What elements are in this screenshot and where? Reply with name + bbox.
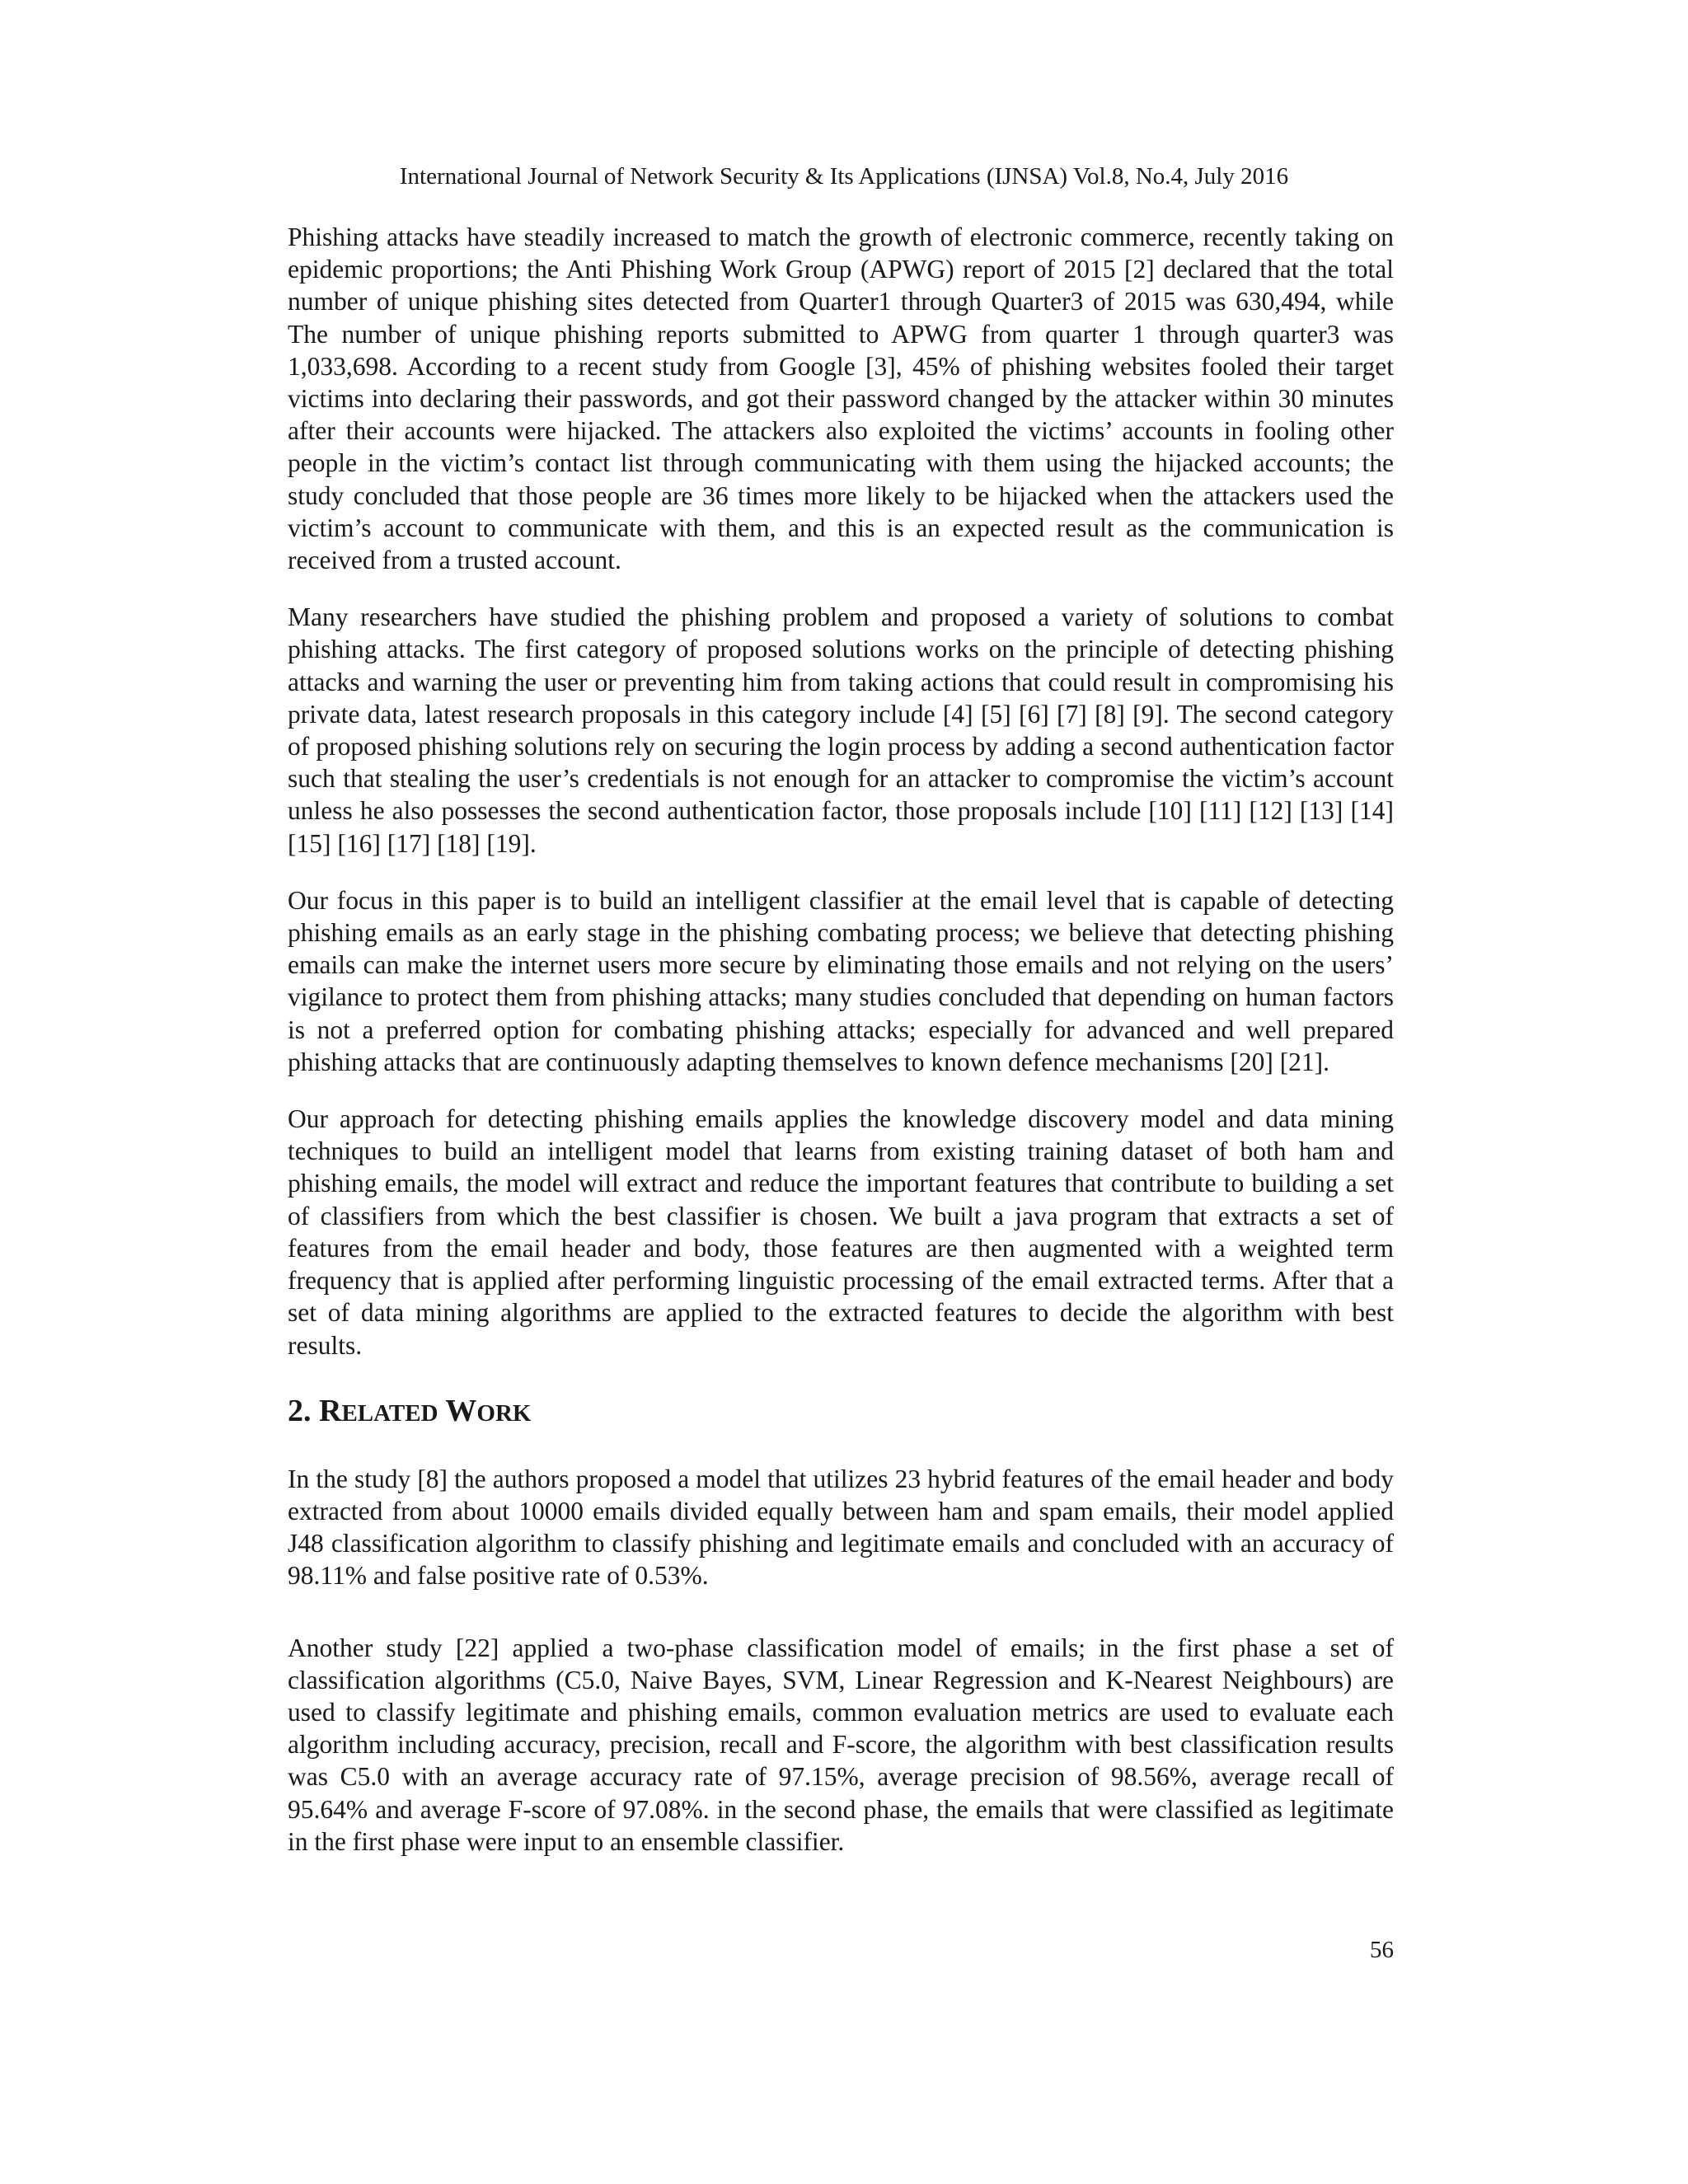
section-title-rest-2: ORK [476, 1399, 532, 1427]
body-paragraph-4: Our approach for detecting phishing emails applies the knowledge discovery model and data mining techniques to build an intelligent model that learns from existing training dataset of both ham and phishing emails, the model will extract and reduce the important features that contribute to building a set of classifiers from which the best classifier is chosen. We built a java program that extracts a set of features from the email header and body, those features are then augmented with a weighted term frequency that is applied after performing linguistic processing of the email extracted terms. After that a set of data mining algorithms are applied to the extracted features to decide the algorithm with best results. [288, 1104, 1394, 1360]
running-header: International Journal of Network Security & Its Applications (IJNSA) Vol.8, No.4, July 2016 [399, 163, 1289, 190]
body-paragraph-1: Phishing attacks have steadily increased to match the growth of electronic commerce, recently taking on epidemic proportions; the Anti Phishing Work Group (APWG) report of 2015 [2] declared that the total number of unique phishing sites detected from Quarter1 through Quarter3 of 2015 was 630,494, while The number of unique phishing reports submitted to APWG from quarter 1 through quarter3 was 1,033,698. According to a recent study from Google [3], 45% of phishing websites fooled their target victims into declaring their passwords, and got their password changed by the attacker within 30 minutes after their accounts were hijacked. The attackers also exploited the victims’ accounts in fooling other people in the victim’s contact list through communicating with them using the hijacked accounts; the study concluded that those people are 36 times more likely to be hijacked when the attackers used the victim’s account to communicate with them, and this is an expected result as the communication is received from a trusted account. [288, 223, 1394, 575]
page-content [288, 221, 1394, 1882]
body-paragraph-2: Many researchers have studied the phishing problem and proposed a variety of solutions to combat phishing attacks. The first category of proposed solutions works on the principle of detecting phishing attacks and warning the user or preventing him from taking actions that could result in compromising his private data, latest research proposals in this category include [4] [5] [6] [7] [8] [9]. The second category of proposed phishing solutions rely on securing the login process by adding a second authentication factor such that stealing the user’s credentials is not enough for an attacker to compromise the victim’s account unless he also possesses the second authentication factor, those proposals include [10] [11] [12] [13] [14] [15] [16] [17] [18] [19]. [288, 602, 1394, 858]
related-work-paragraph-1: In the study [8] the authors proposed a model that utilizes 23 hybrid features of the email header and body extracted from about 10000 emails divided equally between ham and spam emails, their model applied J48 classification algorithm to classify phishing and legitimate emails and concluded with an accuracy of 98.11% and false positive rate of 0.53%. [288, 1464, 1394, 1591]
body-paragraph-3: Our focus in this paper is to build an intelligent classifier at the email level that is capable of detecting phishing emails as an early stage in the phishing combating process; we believe that detecting phishing emails can make the internet users more secure by eliminating those emails and not relying on the users’ vigilance to protect them from phishing attacks; many studies concluded that depending on human factors is not a preferred option for combating phishing attacks; especially for advanced and well prepared phishing attacks that are continuously adapting themselves to known defence mechanisms [20] [21]. [288, 885, 1394, 1076]
page-number: 56 [1370, 1937, 1394, 1963]
section-title-initial-2: W [445, 1393, 477, 1428]
section-title-rest-1: ELATED [341, 1399, 438, 1427]
section-title-initial-1: R [319, 1393, 342, 1428]
section-number: 2. [288, 1393, 312, 1428]
section-heading-related-work [288, 1393, 1394, 1432]
related-work-paragraph-2: Another study [22] applied a two-phase classification model of emails; in the first phase a set of classification algorithms (C5.0, Naive Bayes, SVM, Linear Regression and K-Nearest Neighbours) are used to classify legitimate and phishing emails, common evaluation metrics are used to evaluate each algorithm including accuracy, precision, recall and F-score, the algorithm with best classification results was C5.0 with an average accuracy rate of 97.15%, average precision of 98.56%, average recall of 95.64% and average F-score of 97.08%. in the second phase, the emails that were classified as legitimate in the first phase were input to an ensemble classifier. [288, 1633, 1394, 1856]
